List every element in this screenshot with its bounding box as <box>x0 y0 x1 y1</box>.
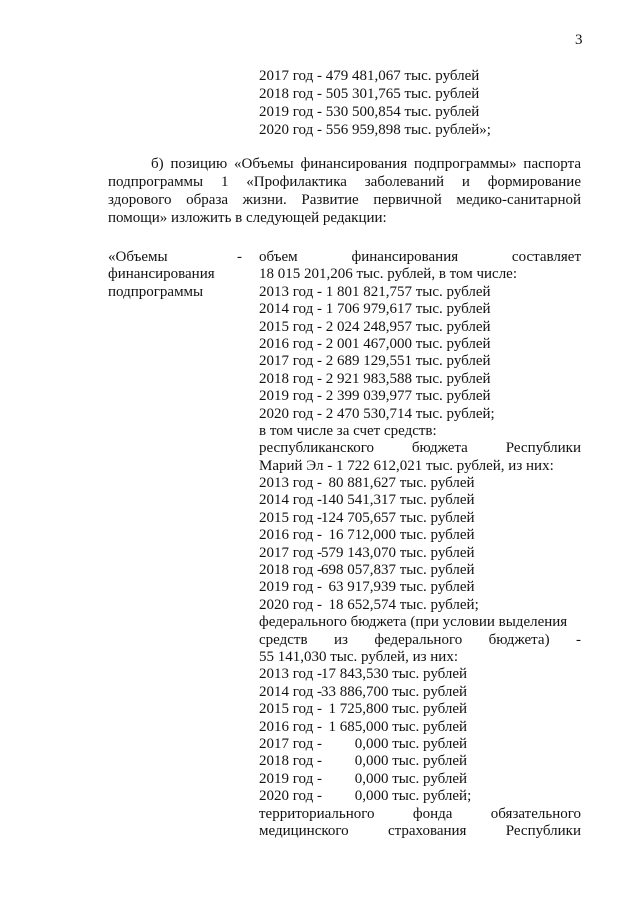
year-amount: 63 917,939 тыс. рублей <box>321 579 475 596</box>
paragraph-b-line: помощи» изложить в следующей редакции: <box>108 210 387 226</box>
funding-text-row: Марий Эл - 1 722 612,021 тыс. рублей, из них: <box>259 457 554 474</box>
funding-text-row: 55 141,030 тыс. рублей, из них: <box>259 648 458 665</box>
year-amount: 80 881,627 тыс. рублей <box>321 475 475 492</box>
page-number: 3 <box>575 32 583 48</box>
funding-year-row <box>259 736 581 753</box>
label-dash: - <box>237 249 242 265</box>
funding-year-row <box>259 701 581 718</box>
year-label: 2013 год - <box>259 475 322 492</box>
year-amount: 0,000 тыс. рублей <box>321 753 468 770</box>
year-label: 2017 год - <box>259 544 322 561</box>
funding-year-row <box>259 753 581 770</box>
year-amount: 579 143,070 тыс. рублей <box>321 544 475 561</box>
top-line: 2020 год - 556 959,898 тыс. рублей»; <box>259 122 491 138</box>
paragraph-b-line: б) позицию «Объемы финансирования подпрограммы» паспорта <box>151 156 581 172</box>
funding-text-row: средств из федерального бюджета) - <box>259 631 581 648</box>
year-label: 2017 год - <box>259 735 322 752</box>
funding-year-row <box>259 788 581 805</box>
year-amount: 140 541,317 тыс. рублей <box>321 492 475 509</box>
funding-text-row: объем финансирования составляет <box>259 249 581 265</box>
year-label: 2014 год - <box>259 492 322 509</box>
year-amount: 0,000 тыс. рублей; <box>321 788 472 805</box>
funding-year-row <box>259 475 581 492</box>
funding-text-row: территориального фонда обязательного <box>259 805 581 822</box>
top-line: 2017 год - 479 481,067 тыс. рублей <box>259 68 480 84</box>
year-amount: 1 725,800 тыс. рублей <box>321 701 468 718</box>
year-label: 2018 год - <box>259 562 322 579</box>
year-label: 2019 год - <box>259 579 322 596</box>
year-label: 2016 год - <box>259 527 322 544</box>
year-label: 2015 год - <box>259 509 322 526</box>
paragraph-b-line: подпрограммы 1 «Профилактика заболеваний и формирование <box>108 174 581 190</box>
funding-text-row: республиканского бюджета Республики <box>259 440 581 457</box>
funding-year-row <box>259 579 581 596</box>
funding-year-row <box>259 597 581 614</box>
funding-label-line: финансирования <box>108 266 215 283</box>
year-label: 2014 год - <box>259 683 322 700</box>
funding-text-row: 2019 год - 2 399 039,977 тыс. рублей <box>259 388 491 405</box>
funding-year-row <box>259 510 581 527</box>
funding-year-row <box>259 527 581 544</box>
funding-text-row: 2018 год - 2 921 983,588 тыс. рублей <box>259 370 491 387</box>
funding-text-row: 2016 год - 2 001 467,000 тыс. рублей <box>259 335 491 352</box>
funding-text-row: 2014 год - 1 706 979,617 тыс. рублей <box>259 301 491 318</box>
funding-text-row: медицинского страхования Республики <box>259 822 581 839</box>
top-line: 2019 год - 530 500,854 тыс. рублей <box>259 104 480 120</box>
funding-text-row: 18 015 201,206 тыс. рублей, в том числе: <box>259 266 518 283</box>
year-label: 2013 год - <box>259 666 322 683</box>
year-amount: 18 652,574 тыс. рублей; <box>321 596 479 613</box>
year-amount: 1 685,000 тыс. рублей <box>321 718 468 735</box>
funding-label-line: «Объемы <box>108 249 168 265</box>
funding-year-row <box>259 771 581 788</box>
year-amount: 0,000 тыс. рублей <box>321 770 468 787</box>
funding-year-row <box>259 666 581 683</box>
funding-text-row: 2017 год - 2 689 129,551 тыс. рублей <box>259 353 491 370</box>
funding-text-row: 2015 год - 2 024 248,957 тыс. рублей <box>259 318 491 335</box>
year-amount: 16 712,000 тыс. рублей <box>321 527 475 544</box>
year-amount: 0,000 тыс. рублей <box>321 735 468 752</box>
year-label: 2015 год - <box>259 701 322 718</box>
funding-text-row: федерального бюджета (при условии выделения <box>259 614 568 631</box>
funding-label-line: подпрограммы <box>108 283 204 300</box>
funding-year-row <box>259 545 581 562</box>
funding-year-row <box>259 719 581 736</box>
year-amount: 33 886,700 тыс. рублей <box>321 683 468 700</box>
year-amount: 698 057,837 тыс. рублей <box>321 562 475 579</box>
paragraph-b-line: здорового образа жизни. Развитие первичной медико-санитарной <box>108 192 581 208</box>
funding-details <box>259 249 581 840</box>
year-label: 2016 год - <box>259 718 322 735</box>
funding-year-row <box>259 562 581 579</box>
year-label: 2019 год - <box>259 770 322 787</box>
funding-year-row <box>259 684 581 701</box>
year-label: 2020 год - <box>259 788 322 805</box>
year-label: 2018 год - <box>259 753 322 770</box>
funding-label <box>108 249 215 301</box>
year-amount: 17 843,530 тыс. рублей <box>321 666 468 683</box>
funding-year-row <box>259 492 581 509</box>
year-amount: 124 705,657 тыс. рублей <box>321 509 475 526</box>
top-line: 2018 год - 505 301,765 тыс. рублей <box>259 86 480 102</box>
funding-text-row: 2013 год - 1 801 821,757 тыс. рублей <box>259 283 491 300</box>
year-label: 2020 год - <box>259 596 322 613</box>
funding-text-row: 2020 год - 2 470 530,714 тыс. рублей; <box>259 405 495 422</box>
funding-text-row: в том числе за счет средств: <box>259 422 437 439</box>
